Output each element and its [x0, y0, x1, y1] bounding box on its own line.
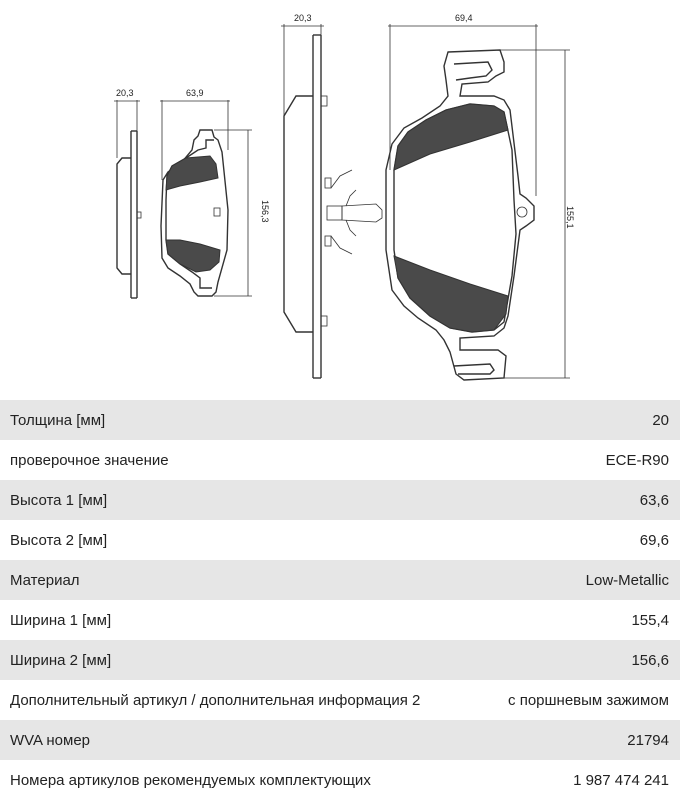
large-pad-width-label: 69,4 [455, 13, 473, 23]
spec-value: с поршневым зажимом [508, 691, 669, 709]
spec-row [0, 400, 680, 440]
large-pad-height-dimension [500, 50, 575, 378]
spec-label: Толщина [мм] [10, 411, 106, 429]
spec-label: Ширина 1 [мм] [10, 611, 112, 629]
spec-value: ECE-R90 [605, 451, 669, 469]
spec-value: 1 987 474 241 [573, 771, 669, 789]
spec-row [0, 440, 680, 480]
small-pad-side-view [117, 131, 141, 298]
small-pad-front-view [161, 130, 228, 296]
large-pad-front-view [386, 50, 534, 380]
spec-label: Материал [10, 571, 80, 589]
spec-row [0, 600, 680, 640]
spec-value: 69,6 [639, 531, 669, 549]
spec-row [0, 720, 680, 760]
large-pad-thickness-dimension [281, 13, 324, 116]
spec-row [0, 640, 680, 680]
spec-label: Высота 2 [мм] [10, 531, 108, 549]
spec-label: Ширина 2 [мм] [10, 651, 112, 669]
small-pad-width-label: 63,9 [186, 88, 204, 98]
specification-table [0, 400, 680, 800]
spec-value: 155,4 [631, 611, 669, 629]
large-pad-width-dimension [388, 13, 538, 196]
spec-value: Low-Metallic [585, 571, 669, 589]
spec-row [0, 520, 680, 560]
spec-value: 20 [652, 411, 669, 429]
small-pad-height-label: 156,3 [260, 200, 270, 223]
spec-label: Высота 1 [мм] [10, 491, 108, 509]
spec-label: WVA номер [10, 731, 91, 749]
spec-label: Дополнительный артикул / дополнительная информация 2 [10, 691, 421, 709]
spec-row [0, 560, 680, 600]
spec-row [0, 480, 680, 520]
spec-value: 156,6 [631, 651, 669, 669]
small-pad-thickness-label: 20,3 [116, 88, 134, 98]
spec-value: 21794 [627, 731, 669, 749]
spec-row [0, 680, 680, 720]
spec-row [0, 760, 680, 800]
spec-label: проверочное значение [10, 451, 169, 469]
small-pad-thickness-dimension [114, 88, 140, 158]
spec-value: 63,6 [639, 491, 669, 509]
spec-label: Номера артикулов рекомендуемых комплектующих [10, 771, 371, 789]
large-pad-height-label: 155,1 [565, 206, 575, 229]
large-pad-side-view [284, 35, 382, 378]
large-pad-thickness-label: 20,3 [294, 13, 312, 23]
